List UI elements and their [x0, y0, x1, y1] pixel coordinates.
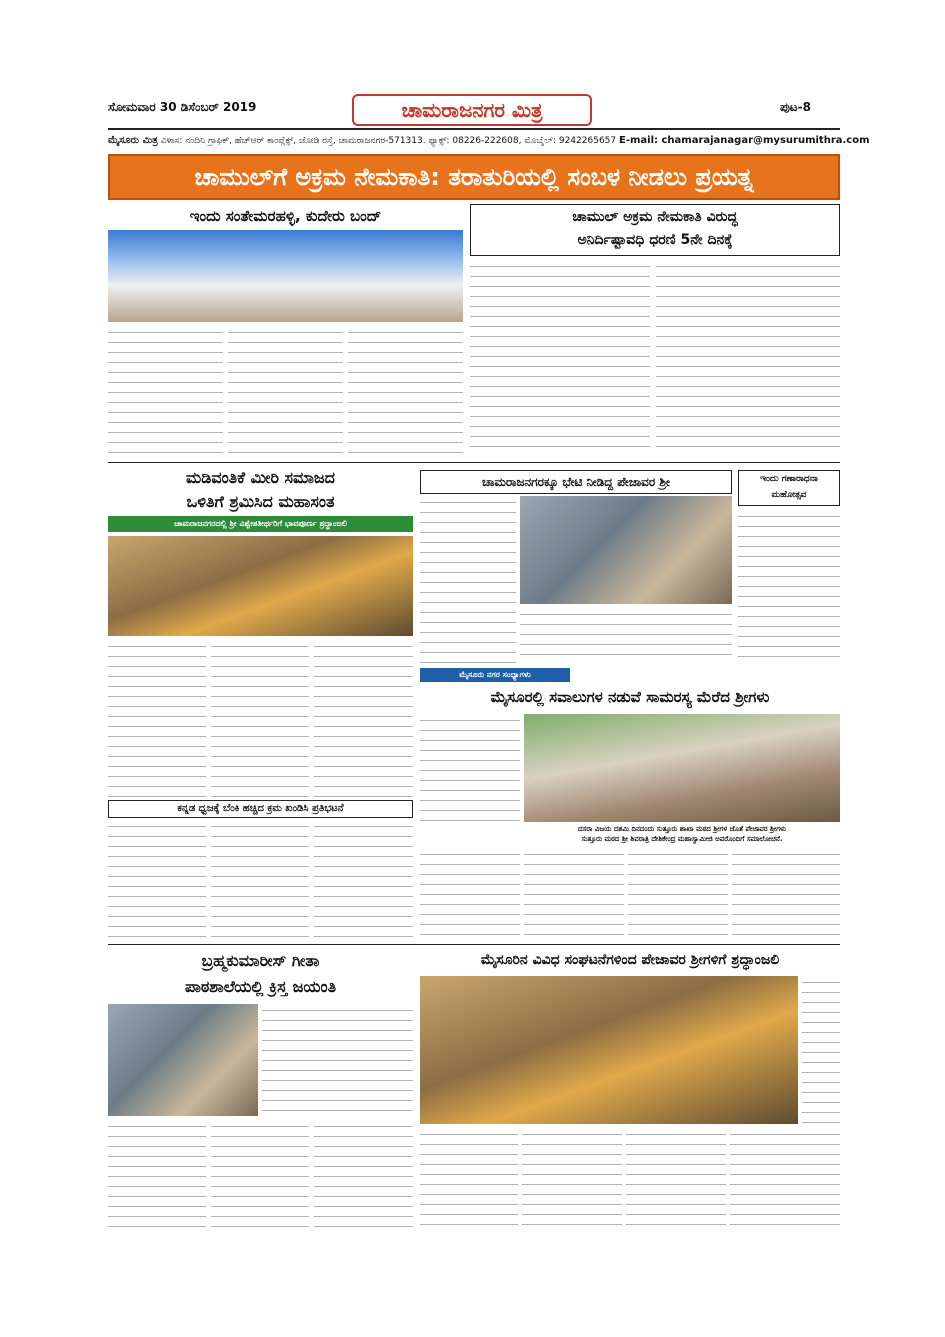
- mysuru-city-column-1: [420, 714, 520, 822]
- shraddhanjali-column-4: [730, 1128, 840, 1230]
- kannada-flag-column-1: [108, 820, 206, 940]
- madivanthike-column-1: [108, 640, 206, 798]
- mysuru-city-column-2: [420, 848, 520, 940]
- madivanthike-headline-2: ಒಳಿತಿಗೆ ಶ್ರಮಿಸಿದ ಮಹಾಸಂತ: [186, 492, 335, 511]
- brahmakumaris-column-1: [262, 1004, 413, 1116]
- pejavara-visit-photo: [520, 496, 732, 604]
- brahmakumaris-column-2: [108, 1120, 206, 1230]
- mysuru-city-caption-2: ಸುತ್ತೂರು ಮಠದ ಶ್ರೀ ಶಿವರಾತ್ರಿ ದೇಶಿಕೇಂದ್ರ ಮಹಾಸ್ವಾಮೀಜಿ ಅವರೊಂದಿಗೆ ಸಮಾಲೋಚನೆ.: [581, 835, 783, 843]
- masthead-rule: [108, 128, 840, 130]
- mysuru-city-column-3: [524, 848, 624, 940]
- kannada-flag-headline: ಕನ್ನಡ ಧ್ವಜಕ್ಕೆ ಬೆಂಕಿ ಹಚ್ಚಿದ ಕ್ರಮ ಖಂಡಿಸಿ ಪ್ರತಿಭಟನೆ: [108, 800, 413, 818]
- dharani-headline-1: ಚಾಮುಲ್ ಅಕ್ರಮ ನೇಮಕಾತಿ ವಿರುದ್ಧ: [572, 209, 738, 225]
- email-text: E-mail: chamarajanagar@mysurumithra.com: [619, 135, 870, 146]
- shraddhanjali-column-1: [420, 1128, 518, 1230]
- ganaradhana-header-box: [738, 470, 840, 506]
- madivanthike-headline-1: ಮಡಿವಂತಿಕೆ ಮೀರಿ ಸಮಾಜದ: [186, 468, 335, 487]
- dharani-column-1: [470, 260, 650, 456]
- dharani-headline-2: ಅನಿರ್ದಿಷ್ಟಾವಧಿ ಧರಣಿ 5ನೇ ದಿನಕ್ಕೆ: [577, 232, 733, 248]
- pejavara-visit-column-2: [520, 608, 732, 664]
- madivanthike-column-3: [314, 640, 413, 798]
- ganaradhana-column: [738, 510, 840, 664]
- dharani-column-2: [656, 260, 840, 456]
- shraddhanjali-photo: [420, 976, 798, 1124]
- ganaradhana-headline-1: ಇಂದು ಗಣಾರಾಧನಾ: [760, 474, 818, 484]
- madivanthike-photo: [108, 536, 413, 636]
- shraddhanjali-headline: ಮೈಸೂರಿನ ವಿವಿಧ ಸಂಘಟನೆಗಳಿಂದ ಪೇಜಾವರ ಶ್ರೀಗಳಿಗೆ ಶ್ರದ್ಧಾಂಜಲಿ: [480, 952, 780, 968]
- mysuru-city-photo: [524, 714, 840, 822]
- brahmakumaris-headline-2: ಪಾಠಶಾಲೆಯಲ್ಲಿ ಕ್ರಿಸ್ತ ಜಯಂತಿ: [184, 977, 337, 996]
- pejavara-visit-column-1: [420, 496, 516, 664]
- pejavara-visit-headline: ಚಾಮರಾಜನಗರಕ್ಕೂ ಭೇಟಿ ನೀಡಿದ್ದ ಪೇಜಾವರ ಶ್ರೀ: [420, 470, 732, 494]
- brahmakumaris-column-3: [211, 1120, 309, 1230]
- masthead-date: ಸೋಮವಾರ 30 ಡಿಸೆಂಬರ್ 2019: [108, 100, 257, 114]
- mysuru-city-headline: ಮೈಸೂರಲ್ಲಿ ಸವಾಲುಗಳ ನಡುವೆ ಸಾಮರಸ್ಯ ಮೆರೆದ ಶ್ರೀಗಳು: [490, 688, 770, 706]
- bandh-column-3: [348, 326, 463, 456]
- bandh-column-1: [108, 326, 223, 456]
- section-divider: [108, 462, 840, 463]
- madivanthike-column-2: [211, 640, 309, 798]
- info-strip: [108, 132, 870, 150]
- brahmakumaris-headline-1: ಬ್ರಹ್ಮಕುಮಾರೀಸ್ ಗೀತಾ: [201, 951, 320, 970]
- brand-name: ಮೈಸೂರು ಮಿತ್ರ: [108, 135, 158, 146]
- bandh-photo: [108, 230, 463, 322]
- mysuru-city-column-4: [628, 848, 728, 940]
- ganaradhana-headline-2: ಮಹೋತ್ಸವ: [771, 490, 807, 500]
- bandh-headline: ಇಂದು ಸಂತೇಮರಹಳ್ಳಿ, ಕುದೇರು ಬಂದ್: [189, 207, 382, 225]
- lead-banner: ಚಾಮುಲ್‌ಗೆ ಅಕ್ರಮ ನೇಮಕಾತಿ: ತರಾತುರಿಯಲ್ಲಿ ಸಂಬಳ ನೀಡಲು ಪ್ರಯತ್ನ: [108, 154, 840, 200]
- dharani-header-box: [470, 204, 840, 256]
- shraddhanjali-column-2: [522, 1128, 622, 1230]
- masthead-title: ಚಾಮರಾಜನಗರ ಮಿತ್ರ: [352, 94, 592, 126]
- section-divider-2: [108, 944, 840, 945]
- mysuru-city-caption-1: ದಸರಾ ವಿಜಯ ದಶಮಿ ದಿನದಂದು ಸುತ್ತೂರು ಶಾಖಾ ಮಠದ ಶ್ರೀಗಳ ಜೊತೆ ಪೇಜಾವರ ಶ್ರೀಗಳು: [577, 825, 787, 833]
- kannada-flag-column-3: [314, 820, 413, 940]
- page-number: ಪುಟ-8: [780, 100, 811, 114]
- mysuru-section-tag: ಮೈಸೂರು ನಗರ ಸಂಧ್ಯಾಗಳು: [420, 668, 570, 682]
- address-text: ವಿಳಾಸ: ನಂದಿನಿ ಗ್ರಾಫಿಕ್, ಹೆಚ್‌ಆರ್ ಕಾಂಪ್ಲೆಕ್ಸ್, ಜೋಡಿ ರಸ್ತೆ, ಚಾಮರಾಜನಗರ-571313. ಫ್ಯಾಕ್ಸ್: 08226-222608, ಮೊಬೈಲ್: 9242265657: [160, 136, 617, 146]
- brahmakumaris-column-4: [314, 1120, 413, 1230]
- kannada-flag-column-2: [211, 820, 309, 940]
- brahmakumaris-photo: [108, 1004, 258, 1116]
- mysuru-city-column-5: [732, 848, 840, 940]
- bandh-column-2: [228, 326, 343, 456]
- madivanthike-subbar: ಚಾಮರಾಜನಗರದಲ್ಲಿ ಶ್ರೀ ವಿಶ್ವೇಶತೀರ್ಥರಿಗೆ ಭಾವಪೂರ್ಣ ಶ್ರದ್ಧಾಂಜಲಿ: [108, 516, 413, 532]
- shraddhanjali-column-side: [802, 976, 840, 1124]
- shraddhanjali-column-3: [626, 1128, 726, 1230]
